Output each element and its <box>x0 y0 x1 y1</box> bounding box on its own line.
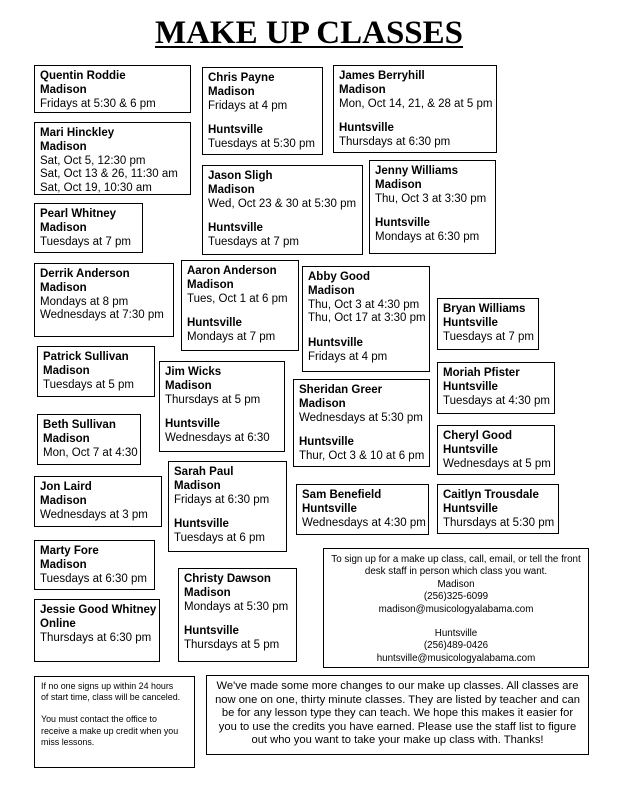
location-label: Huntsville <box>208 222 263 235</box>
location-label: Huntsville <box>443 380 498 393</box>
class-time: Fridays at 6:30 pm <box>174 493 270 506</box>
teacher-card-cheryl-good <box>437 425 555 475</box>
teacher-card-jenny-williams <box>369 160 496 254</box>
class-time: Thursdays at 6:30 pm <box>40 631 152 644</box>
location-label: Huntsville <box>165 418 220 431</box>
class-time: Tuesdays at 7 pm <box>443 330 534 343</box>
teacher-name: Beth Sullivan <box>43 419 116 431</box>
signup-intro-line: To sign up for a make up class, call, email, or tell the front <box>331 554 581 565</box>
teacher-name: James Berryhill <box>339 70 425 82</box>
location-label: Huntsville <box>187 317 242 330</box>
location-label: Huntsville <box>443 443 498 456</box>
huntsville-email[interactable]: huntsville@musicologyalabama.com <box>376 652 536 664</box>
location-label: Madison <box>43 432 90 445</box>
location-label: Huntsville <box>302 502 357 515</box>
class-time: Tuesdays at 6:30 pm <box>40 572 147 585</box>
location-label: Huntsville <box>443 316 498 329</box>
teacher-card-jessie-good-whitney <box>34 599 160 662</box>
madison-email[interactable]: madison@musicologyalabama.com <box>378 603 534 615</box>
teacher-name: Marty Fore <box>40 545 99 557</box>
teacher-card-chris-payne <box>202 67 323 155</box>
location-label: Huntsville <box>208 124 263 137</box>
location-label: Huntsville <box>339 122 394 135</box>
class-time: Tuesdays at 7 pm <box>208 236 299 249</box>
class-time: Thur, Oct 3 & 10 at 6 pm <box>299 450 425 463</box>
message-line: you to use the credits you have earned. Please use the staff list to figure <box>218 720 577 733</box>
location-label: Madison <box>40 558 87 571</box>
message-line: be for any lesson type they can teach. We hope this makes it easier for <box>221 707 574 720</box>
teacher-card-jon-laird <box>34 476 162 527</box>
class-time: Wednesdays at 5 pm <box>443 457 551 470</box>
teacher-name: Bryan Williams <box>443 303 526 315</box>
teacher-name: Chris Payne <box>208 72 275 84</box>
teacher-name: Jason Sligh <box>208 170 273 182</box>
class-time: Mondays at 6:30 pm <box>375 231 480 244</box>
huntsville-phone[interactable]: (256)489-0426 <box>423 640 489 652</box>
teacher-card-beth-sullivan <box>37 414 141 465</box>
teacher-card-bryan-williams <box>437 298 539 350</box>
signup-info-box <box>323 548 589 668</box>
teacher-card-jason-sligh <box>202 165 363 255</box>
teacher-name: Jon Laird <box>40 481 92 493</box>
huntsville-label: Huntsville <box>434 628 478 640</box>
location-label: Madison <box>299 397 346 410</box>
class-time: Mondays at 7 pm <box>187 331 276 344</box>
teacher-name: Jessie Good Whitney <box>40 604 157 616</box>
teacher-name: Pearl Whitney <box>40 208 117 220</box>
teacher-card-james-berryhill <box>333 65 497 153</box>
class-time: Tuesdays at 4:30 pm <box>443 394 550 407</box>
class-time: Wednesdays at 7:30 pm <box>40 309 164 322</box>
policy-line: If no one signs up within 24 hours <box>41 681 174 691</box>
location-label: Madison <box>375 178 422 191</box>
page-title: MAKE UP CLASSES <box>154 15 464 51</box>
location-label: Huntsville <box>174 518 229 531</box>
class-time: Thu, Oct 3 at 4:30 pm <box>308 298 420 311</box>
location-label: Huntsville <box>375 217 430 230</box>
location-label: Madison <box>43 364 90 377</box>
teacher-card-sarah-paul <box>168 461 287 552</box>
teacher-card-marty-fore <box>34 540 155 590</box>
class-time: Fridays at 5:30 & 6 pm <box>40 97 156 110</box>
location-label: Madison <box>165 379 212 392</box>
class-time: Wednesdays at 4:30 pm <box>302 516 426 529</box>
location-label: Madison <box>208 85 255 98</box>
class-time: Tuesdays at 5:30 pm <box>208 138 315 151</box>
class-time: Tues, Oct 1 at 6 pm <box>187 292 288 305</box>
message-line: out who you want to take your make up class with. Thanks! <box>251 734 544 747</box>
location-label: Madison <box>208 183 255 196</box>
location-label: Madison <box>174 479 221 492</box>
teacher-card-pearl-whitney <box>34 203 143 253</box>
policy-line: You must contact the office to <box>41 714 157 725</box>
class-time: Wednesdays at 6:30 <box>165 432 270 445</box>
class-time: Fridays at 4 pm <box>308 350 388 363</box>
class-time: Thursdays at 5:30 pm <box>443 516 555 529</box>
teacher-name: Quentin Roddie <box>40 70 126 82</box>
location-label: Madison <box>308 284 355 297</box>
teacher-name: Jim Wicks <box>165 366 222 378</box>
location-label: Huntsville <box>299 436 354 449</box>
policy-line: of start time, class will be canceled. <box>41 692 181 703</box>
class-time: Sat, Oct 19, 10:30 am <box>40 182 152 195</box>
teacher-name: Caitlyn Trousdale <box>443 489 539 501</box>
cancellation-policy-note <box>34 676 195 768</box>
class-time: Thursdays at 5 pm <box>184 639 280 652</box>
teacher-name: Abby Good <box>308 271 370 283</box>
class-time: Tuesdays at 6 pm <box>174 532 265 545</box>
class-time: Thu, Oct 17 at 3:30 pm <box>308 312 426 325</box>
teacher-name: Sarah Paul <box>174 466 234 478</box>
teacher-card-derrik-anderson <box>34 263 174 337</box>
teacher-card-caitlyn-trousdale <box>437 484 559 534</box>
location-label: Madison <box>184 586 231 599</box>
teacher-card-abby-good <box>302 266 430 372</box>
teacher-card-moriah-pfister <box>437 362 555 414</box>
teacher-name: Jenny Williams <box>375 165 458 177</box>
location-label: Madison <box>40 221 87 234</box>
teacher-card-patrick-sullivan <box>37 346 155 397</box>
location-label: Huntsville <box>184 625 239 638</box>
madison-phone[interactable]: (256)325-6099 <box>423 591 489 603</box>
teacher-card-sam-benefield <box>296 484 429 535</box>
message-line: We've made some more changes to our make up classes. All classes are <box>216 680 579 692</box>
teacher-name: Christy Dawson <box>184 573 271 585</box>
teacher-card-aaron-anderson <box>181 260 299 351</box>
class-time: Tuesdays at 7 pm <box>40 235 131 248</box>
policy-line: receive a make up credit when you <box>41 725 179 736</box>
location-label: Madison <box>40 140 87 153</box>
teacher-card-mari-hinckley <box>34 122 191 195</box>
class-time: Tuesdays at 5 pm <box>43 378 134 391</box>
teacher-name: Sam Benefield <box>302 489 382 501</box>
teacher-card-christy-dawson <box>178 568 297 662</box>
message-line: now one on one, thirty minute classes. They are listed by teacher and can <box>215 693 580 706</box>
location-label: Madison <box>40 281 87 294</box>
signup-intro-line: desk staff in person which class you want. <box>364 566 548 578</box>
policy-line: miss lessons. <box>41 736 95 747</box>
class-time: Mondays at 5:30 pm <box>184 600 289 613</box>
location-label: Huntsville <box>308 337 363 350</box>
teacher-name: Aaron Anderson <box>187 265 277 277</box>
location-label: Madison <box>339 83 386 96</box>
teacher-card-jim-wicks <box>159 361 285 452</box>
class-time: Mondays at 8 pm <box>40 295 129 308</box>
teacher-name: Moriah Pfister <box>443 367 520 379</box>
teacher-name: Patrick Sullivan <box>43 351 129 363</box>
class-time: Wed, Oct 23 & 30 at 5:30 pm <box>208 197 357 210</box>
madison-label: Madison <box>437 578 475 590</box>
class-time: Sat, Oct 5, 12:30 pm <box>40 154 146 167</box>
teacher-name: Derrik Anderson <box>40 268 130 280</box>
teacher-card-quentin-roddie <box>34 65 191 113</box>
teacher-name: Mari Hinckley <box>40 127 115 139</box>
teacher-name: Sheridan Greer <box>299 384 383 396</box>
class-time: Mon, Oct 14, 21, & 28 at 5 pm <box>339 97 493 110</box>
class-time: Thu, Oct 3 at 3:30 pm <box>375 192 487 205</box>
class-time: Thursdays at 6:30 pm <box>339 136 451 149</box>
location-label: Huntsville <box>443 502 498 515</box>
location-label: Madison <box>187 278 234 291</box>
class-time: Fridays at 4 pm <box>208 99 288 112</box>
class-time: Wednesdays at 5:30 pm <box>299 411 423 424</box>
location-label: Madison <box>40 83 87 96</box>
class-time: Mon, Oct 7 at 4:30 <box>43 446 138 459</box>
location-label: Madison <box>40 494 87 507</box>
announcement-message <box>206 675 589 755</box>
teacher-name: Cheryl Good <box>443 430 513 442</box>
class-time: Sat, Oct 13 & 26, 11:30 am <box>40 168 178 181</box>
location-label: Online <box>40 617 76 630</box>
class-time: Thursdays at 5 pm <box>165 393 261 406</box>
teacher-card-sheridan-greer <box>293 379 430 467</box>
class-time: Wednesdays at 3 pm <box>40 508 148 521</box>
